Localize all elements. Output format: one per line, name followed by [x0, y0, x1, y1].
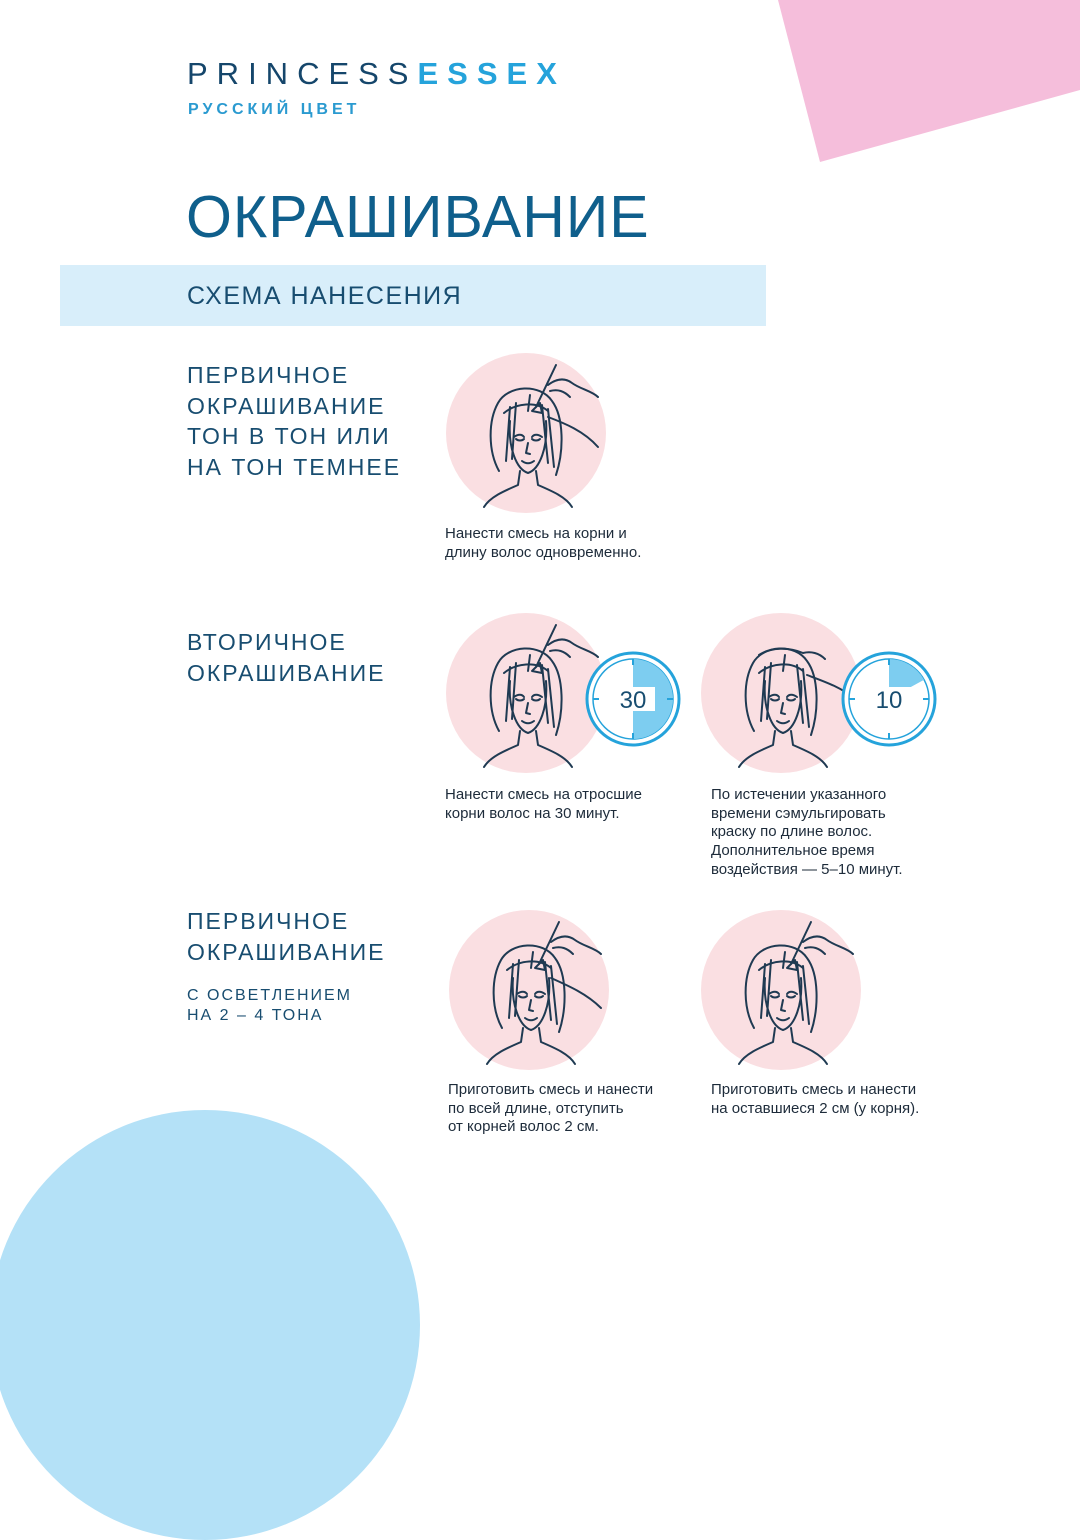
- caption-line: на оставшиеся 2 см (у корня).: [711, 1099, 920, 1117]
- caption-line: Приготовить смесь и нанести: [448, 1081, 654, 1098]
- page-title: ОКРАШИВАНИЕ: [186, 184, 650, 250]
- caption-line: воздействия — 5–10 минут.: [711, 860, 903, 878]
- caption-line: Нанести смесь на отросшие: [445, 786, 642, 803]
- caption-line: По истечении указанного: [711, 786, 887, 803]
- hair-dye-roots-icon: [444, 611, 608, 775]
- brand-tagline: РУССКИЙ ЦВЕТ: [188, 101, 361, 118]
- timer-label: 30: [619, 687, 647, 714]
- section-3-title: [187, 906, 385, 967]
- step-caption: [711, 786, 903, 880]
- caption-line: Нанести смесь на корни и: [445, 525, 627, 542]
- timer-label: 10: [875, 687, 903, 714]
- hair-dye-roots-and-length-icon: [444, 351, 608, 515]
- section-title-line: ПЕРВИЧНОЕ: [187, 908, 350, 934]
- timer-10-icon: [841, 651, 937, 747]
- brand-logo: [187, 56, 566, 92]
- caption-line: по всей длине, отступить: [448, 1099, 624, 1117]
- step-caption: [445, 525, 641, 562]
- caption-line: времени сэмульгировать: [711, 804, 886, 822]
- section-title-line: ОКРАШИВАНИЕ: [187, 392, 386, 419]
- caption-line: от корней волос 2 см.: [448, 1118, 599, 1136]
- section-title-line: ПЕРВИЧНОЕ: [187, 362, 350, 388]
- section-1-title: [187, 360, 401, 482]
- timer-30-icon: [585, 651, 681, 747]
- hair-dye-roots-icon: [699, 908, 863, 1072]
- brand-name-part2: ESSEX: [417, 56, 566, 91]
- step-caption: [448, 1081, 653, 1137]
- caption-line: длину волос одновременно.: [445, 543, 642, 561]
- hair-dye-length-icon: [447, 908, 611, 1072]
- decorative-blue-circle: [0, 1110, 420, 1540]
- brand-name-part1: PRINCESS: [187, 56, 418, 91]
- section-2-title: [187, 627, 385, 688]
- page-subtitle: СХЕМА НАНЕСЕНИЯ: [187, 282, 463, 310]
- step-caption: [445, 786, 642, 823]
- section-title-line: ТОН В ТОН ИЛИ: [187, 423, 391, 449]
- step-caption: [711, 1081, 919, 1118]
- section-title-line: ОКРАШИВАНИЕ: [187, 938, 386, 965]
- caption-line: Приготовить смесь и нанести: [711, 1081, 917, 1098]
- caption-line: краску по длине волос.: [711, 823, 873, 841]
- section-3-subtitle: [187, 986, 352, 1026]
- section-title-line: НА ТОН ТЕМНЕЕ: [187, 453, 402, 480]
- caption-line: Дополнительное время: [711, 842, 875, 860]
- section-sub-line: С ОСВЕТЛЕНИЕМ: [187, 987, 352, 1004]
- caption-line: корни волос на 30 минут.: [445, 804, 620, 822]
- section-title-line: ВТОРИЧНОЕ: [187, 629, 347, 655]
- section-sub-line: НА 2 – 4 ТОНА: [187, 1007, 324, 1024]
- section-title-line: ОКРАШИВАНИЕ: [187, 659, 386, 686]
- hair-emulsify-icon: [699, 611, 863, 775]
